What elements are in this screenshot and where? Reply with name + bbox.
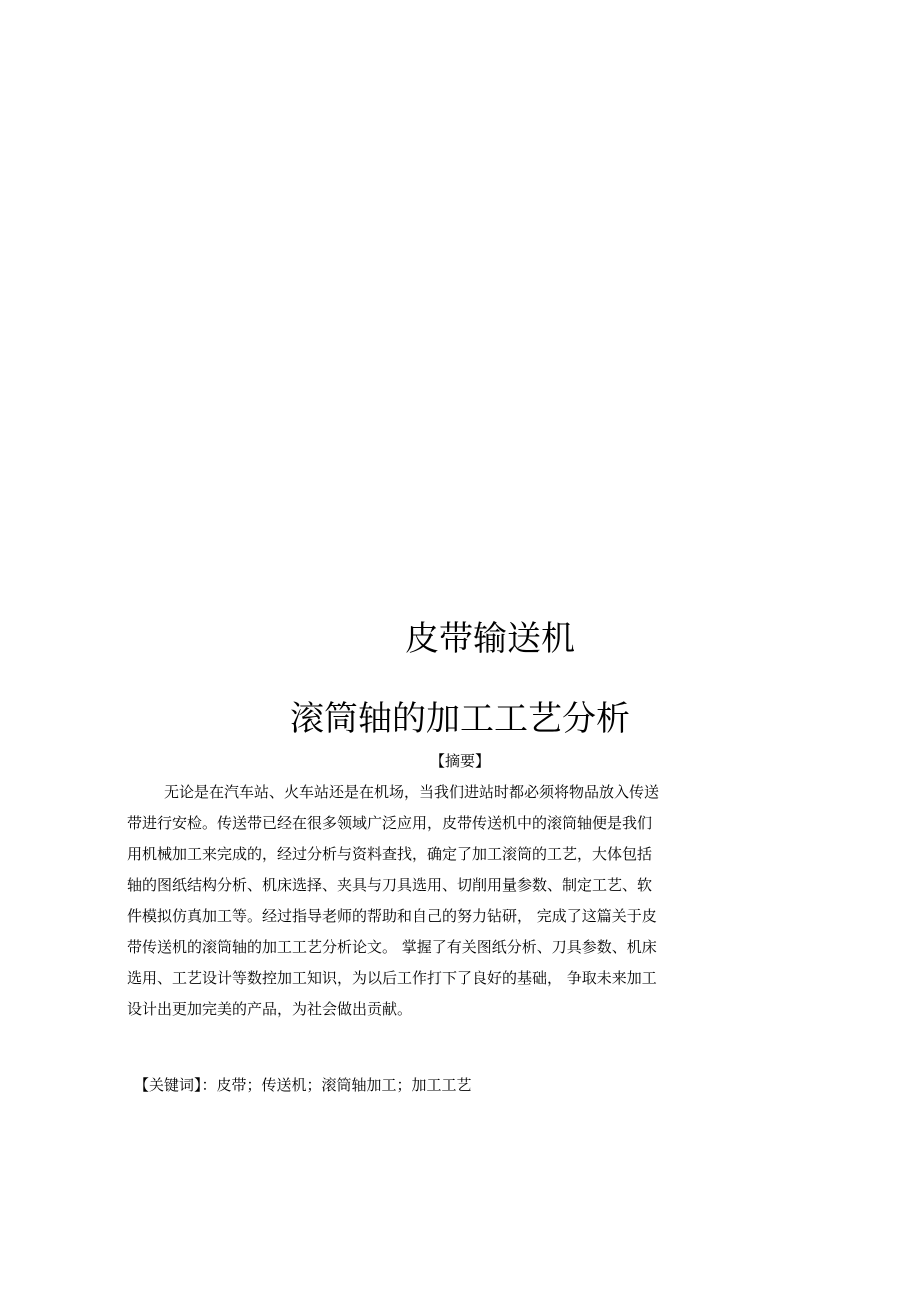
keywords: 【关键词】：皮带；传送机；滚筒轴加工；加工工艺 <box>134 1076 472 1094</box>
abstract-line: 设计出更加完美的产品，为社会做出贡献。 <box>127 1000 413 1018</box>
abstract-body <box>127 779 712 1027</box>
title-line-2: 滚筒轴的加工工艺分析 <box>290 699 630 739</box>
abstract-line: 无论是在汽车站、火车站还是在机场，当我们进站时都必须将物品放入传送 <box>164 783 660 801</box>
abstract-line: 轴的图纸结构分析、机床选择、夹具与刀具选用、切削用量参数、制定工艺、软 <box>127 876 653 894</box>
abstract-line: 用机械加工来完成的，经过分析与资料查找，确定了加工滚筒的工艺，大体包括 <box>127 845 653 863</box>
abstract-line: 带进行安检。传送带已经在很多领域广泛应用，皮带传送机中的滚筒轴便是我们 <box>127 814 653 832</box>
title-line-1: 皮带输送机 <box>405 619 575 659</box>
abstract-line: 选用、工艺设计等数控加工知识，为以后工作打下了良好的基础， 争取未来加工 <box>127 969 657 987</box>
abstract-line: 带传送机的滚筒轴的加工工艺分析论文。 掌握了有关图纸分析、刀具参数、机床 <box>127 938 657 956</box>
abstract-line: 件模拟仿真加工等。经过指导老师的帮助和自己的努力钻研， 完成了这篇关于皮 <box>127 907 657 925</box>
abstract-heading: 【摘要】 <box>429 752 490 770</box>
